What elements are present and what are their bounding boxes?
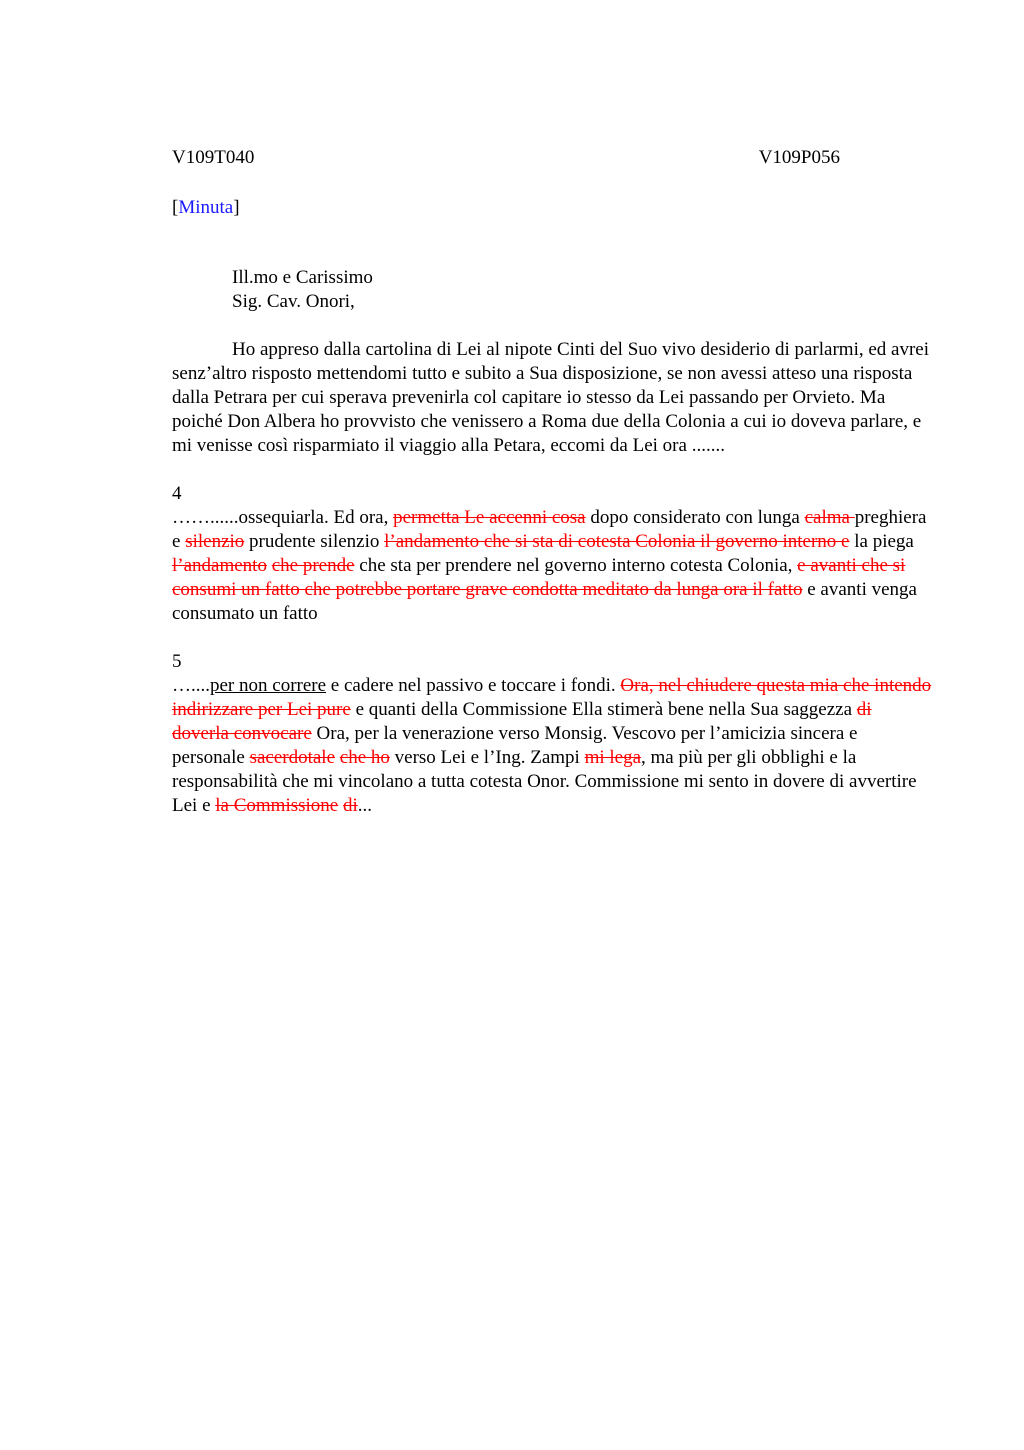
salutation-line-2: Sig. Cav. Onori, xyxy=(232,291,355,312)
section-5-number: 5 xyxy=(172,651,182,672)
deleted-text: che prende xyxy=(271,555,355,576)
minuta-label xyxy=(172,196,932,220)
deleted-text: Ora, nel chiudere questa mia che intendo indirizzare per Lei pure xyxy=(172,675,932,720)
text-segment: ... xyxy=(357,795,373,816)
deleted-text: e avanti che si consumi un fatto che potrebbe portare grave condotta meditato da lunga ora il fatto xyxy=(172,555,906,600)
deleted-text: mi lega xyxy=(584,747,642,768)
section-5-body xyxy=(172,674,932,818)
paragraph-1: Ho appreso dalla cartolina di Lei al nipote Cinti del Suo vivo desiderio di parlarmi, ed avrei senz’altro risposto mettendomi tutto e subito a Sua disposizione, se non avessi atteso una risposta dalla Petrara per cui sperava prevenirla col capitare io stesso da Lei passando per Orvieto. Ma poiché Don Albera ho provvisto che venissero a Roma due della Colonia a cui io doveva parlare, e mi venisse così risparmiato il viaggio alla Petara, eccomi da Lei ora ....... xyxy=(172,339,929,456)
deleted-text: calma xyxy=(804,507,855,528)
minuta-open-bracket: [ xyxy=(172,197,179,218)
text-segment: prudente silenzio xyxy=(244,531,385,552)
text-segment: preghiera e xyxy=(172,507,927,552)
document-code-right: V109P056 xyxy=(758,147,840,168)
text-segment: e quanti della Commissione Ella stimerà bene nella Sua saggezza xyxy=(350,699,857,720)
deleted-text: permetta Le accenni cosa xyxy=(393,507,586,528)
section-4-body xyxy=(172,506,932,626)
text-segment: la piega xyxy=(849,531,914,552)
text-segment: ….... xyxy=(172,675,210,696)
section-4-number: 4 xyxy=(172,483,182,504)
deleted-text: di xyxy=(343,795,358,816)
text-segment: che sta per prendere nel governo interno cotesta Colonia, xyxy=(354,555,798,576)
deleted-text: l’andamento che si sta di cotesta Colonia il governo interno e xyxy=(384,531,850,552)
text-segment: ……......ossequiarla. Ed ora, xyxy=(172,507,394,528)
text-segment: dopo considerato con lunga xyxy=(585,507,805,528)
minuta-link[interactable]: Minuta xyxy=(178,197,234,218)
deleted-text: silenzio xyxy=(185,531,245,552)
salutation xyxy=(172,266,932,314)
deleted-text: la Commissione xyxy=(215,795,339,816)
minuta-close-bracket: ] xyxy=(233,197,240,218)
underlined-text: per non correre xyxy=(210,675,327,696)
document-code-left: V109T040 xyxy=(172,147,255,168)
document-page xyxy=(172,146,932,818)
header-codes xyxy=(172,146,840,170)
text-segment: , ma più per gli obblighi e la responsabilità che mi vincolano a tutta cotesta Onor. Commissione mi sento in dovere di avvertire Lei e xyxy=(172,747,917,816)
text-segment: e avanti venga consumato un fatto xyxy=(172,579,917,624)
deleted-text: sacerdotale xyxy=(249,747,336,768)
deleted-text: l’andamento xyxy=(172,555,267,576)
deleted-text: che ho xyxy=(339,747,390,768)
deleted-text: di doverla convocare xyxy=(172,699,872,744)
text-segment: verso Lei e l’Ing. Zampi xyxy=(389,747,585,768)
text-segment: e cadere nel passivo e toccare i fondi. xyxy=(326,675,621,696)
salutation-line-1: Ill.mo e Carissimo xyxy=(232,267,373,288)
text-segment: Ora, per la venerazione verso Monsig. Vescovo per l’amicizia sincera e personale xyxy=(172,723,858,768)
